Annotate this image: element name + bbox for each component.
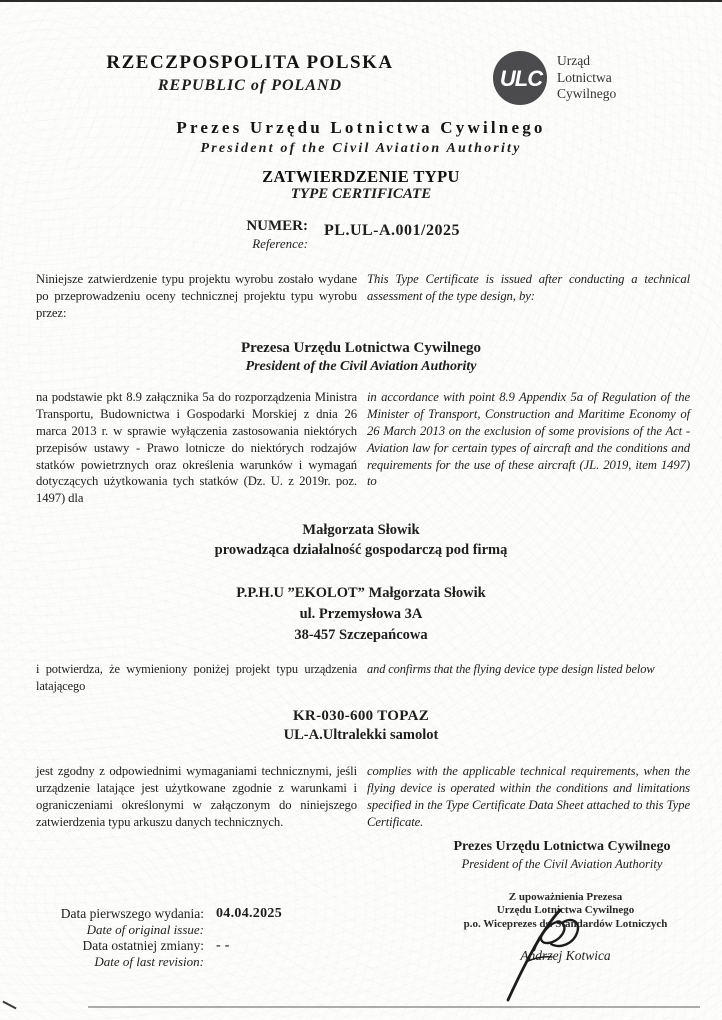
issued-by-pl: Prezesa Urzędu Lotnictwa Cywilnego [240, 340, 482, 356]
intro-text-pl: Niniejsze zatwierdzenie typu projektu wyrobu zostało wydane po przeprowadzeniu oceny technicznej projektu typu wyrobu przez: [36, 272, 357, 320]
date-original-value: 04.04.2025 [216, 906, 282, 921]
type-category: UL-A.Ultralekki samolot [283, 727, 439, 743]
scan-edge-top [0, 0, 722, 2]
scan-mark-corner [2, 1001, 16, 1010]
ulc-roundel-icon [492, 50, 548, 111]
legal-basis-en: in accordance with point 8.9 Appendix 5a of Regulation of the Minister of Transport, Construction and Maritime Economy of 26 March 2013 on the exclusion of some provisions of the Act - Aviation law for certain types of aircraft and the conditions and requirements for the use of these aircraft (JL. 2019, item 1497) to [367, 390, 690, 489]
holder-company-block [0, 583, 722, 646]
document-title-en: TYPE CERTIFICATE [290, 186, 432, 202]
compliance-pl: jest zgodny z odpowiednimi wymaganiami technicznymi, jeśli urządzenie latające jest użytkowane zgodnie z warunkami i ograniczeniami określonymi w załączonym do niniejszego zatwierdzenia typu arkuszu danych technicznych. [36, 764, 357, 829]
holder-block [0, 522, 722, 559]
signer-name: Andrzej Kotwica [520, 948, 611, 963]
country-header [0, 52, 500, 95]
date-revision-label-en: Date of last revision: [94, 954, 204, 969]
date-row-original-issue [32, 906, 282, 938]
document-title-pl: ZATWIERDZENIE TYPU [262, 167, 460, 186]
signatory-title-pl: Prezes Urzędu Lotnictwa Cywilnego [453, 839, 671, 854]
dates-block [32, 906, 282, 970]
logo-name-line: Cywilnego [557, 86, 617, 102]
svg-text:ULC: ULC [499, 66, 543, 91]
intro-text-en: This Type Certificate is issued after conducting a technical assessment of the type design, by: [367, 272, 690, 303]
authorization-line: Z upoważnienia Prezesa [508, 891, 623, 903]
issuer-title-en: President of the Civil Aviation Authority [200, 141, 522, 156]
number-label-pl: NUMER: [246, 218, 308, 234]
scan-edge-bottom [88, 1006, 700, 1008]
signatory-title-block [428, 839, 696, 872]
date-row-last-revision [32, 938, 282, 970]
ulc-logo [492, 50, 692, 111]
confirmation-pl: i potwierdza, że wymieniony poniżej projekt typu urządzenia latającego [36, 662, 357, 693]
company-name: P.P.H.U ”EKOLOT” Małgorzata Słowik [236, 585, 486, 601]
date-original-label-pl: Data pierwszego wydania: [60, 906, 204, 921]
signatory-title-en: President of the Civil Aviation Authority [461, 857, 663, 871]
certificate-number-value: PL.UL-A.001/2025 [324, 222, 460, 239]
type-designation: KR-030-600 TOPAZ [292, 708, 430, 724]
issued-by-block [0, 340, 722, 375]
aircraft-type-block [0, 708, 722, 744]
date-revision-label-pl: Data ostatniej zmiany: [82, 938, 204, 953]
ulc-logo-name [557, 50, 616, 103]
compliance-section [36, 763, 690, 831]
company-address-street: ul. Przemysłowa 3A [299, 606, 423, 623]
issued-by-en: President of the Civil Aviation Authority [245, 359, 477, 374]
legal-basis-pl: na podstawie pkt 8.9 załącznika 5a do rozporządzenia Ministra Transportu, Budownictwa i Gospodarki Morskiej z dnia 26 marca 2013 r. w sprawie wyłączenia zastosowania niektórych przepisów ustawy - Prawo lotnicze do niektórych rodzajów statków powietrznych oraz określenia warunków i wymagań dotyczących użytkowania tych statków (Dz. U. z 2019r. poz. 1497) dla [36, 390, 357, 506]
certificate-number-labels [238, 218, 308, 252]
holder-name: Małgorzata Słowik [302, 522, 420, 538]
compliance-en: complies with the applicable technical requirements, when the flying device is operated within the conditions and limitations specified in the Type Certificate Data Sheet attached to this Type Certificate. [367, 764, 690, 829]
logo-name-line: Lotnictwa [557, 69, 612, 85]
number-label-en: Reference: [252, 236, 308, 251]
intro-section [36, 271, 690, 322]
certificate-number [238, 218, 460, 252]
authorization-line: Urzędu Lotnictwa Cywilnego [496, 904, 635, 917]
confirmation-section [36, 661, 690, 694]
country-name-pl: RZECZPOSPOLITA POLSKA [106, 52, 394, 73]
company-address-city: 38-457 Szczepańcowa [294, 627, 428, 644]
date-original-label-en: Date of original issue: [86, 922, 204, 937]
authorization-line: p.o. Wiceprezes ds. Standardów Lotniczych [463, 917, 668, 930]
holder-descriptor: prowadząca działalność gospodarczą pod firmą [214, 542, 508, 558]
date-revision-value: - - [216, 938, 230, 953]
country-name-en: REPUBLIC of POLAND [157, 77, 343, 94]
legal-basis-section [36, 389, 690, 507]
confirmation-en: and confirms that the flying device type design listed below [367, 662, 655, 676]
logo-name-line: Urząd [557, 53, 590, 68]
issuer-title-pl: Prezes Urzędu Lotnictwa Cywilnego [176, 118, 546, 137]
